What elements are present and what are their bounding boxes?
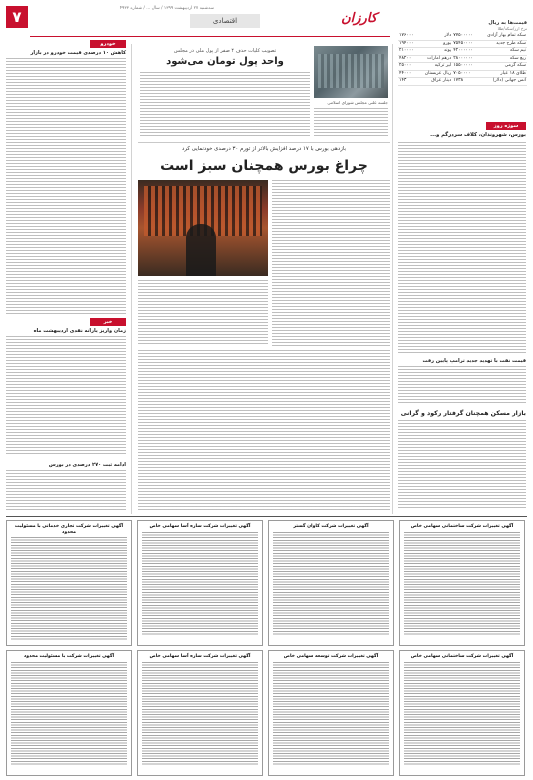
left-column-body1 xyxy=(6,58,126,314)
col-divider-left xyxy=(131,44,132,514)
left-column-tag2: خبر xyxy=(90,318,126,326)
right-column-head1: بورس، شهروندان، کلاف سردرگم و... xyxy=(430,132,526,138)
notice-body xyxy=(142,662,258,766)
top-story-kicker: تصویب کلیات حذف ۴ صفر از پول ملی در مجلس xyxy=(173,48,277,54)
left-column-body3 xyxy=(6,470,126,512)
rates-cell-cur: پوند xyxy=(418,48,452,56)
main-story-body3 xyxy=(138,350,390,512)
rates-cell-name: انس جهانی (دلار) xyxy=(478,78,527,86)
top-story-body xyxy=(140,72,310,138)
notice-title: آگهی تغییرات شرکت با مسئولیت محدود xyxy=(23,654,115,659)
notice-title: آگهی تغییرات شرکت سازه آسا سهامی خاص xyxy=(149,524,251,529)
rates-table xyxy=(398,33,527,86)
main-story-photo xyxy=(138,180,268,276)
top-story-headline: واحد پول تومان می‌شود xyxy=(166,56,284,67)
rates-cell-cur-value: ۴۴۰۰۰ xyxy=(398,70,418,78)
notice-title: آگهی تغییرات شرکت ساختمانی سهامی خاص xyxy=(410,654,514,659)
rates-row xyxy=(398,40,527,48)
rates-cell-cur-value: ۱۴۳ xyxy=(398,78,418,86)
notice-box xyxy=(137,650,263,776)
left-column-head1: کاهش ۱۰ درصدی قیمت خودرو در بازار xyxy=(30,50,126,56)
rates-cell-value: ۱۷۳۸ xyxy=(452,78,478,86)
publication-logo: کارزان xyxy=(341,11,377,26)
rates-cell-name: طلای ۱۸ عیار xyxy=(478,70,527,78)
notice-title: آگهی تغییرات شرکت سازه آسا سهامی خاص xyxy=(149,654,251,659)
rates-box xyxy=(398,20,527,108)
rates-cell-cur: ریال عربستان xyxy=(418,70,452,78)
rates-cell-value: ۴۲۰۰۰۰۰۰ xyxy=(452,48,478,56)
rates-row xyxy=(398,63,527,71)
main-story-kicker: بازدهی بورس با ۱۷ درصد افزایش بالاتر از تورم ۳۰ درصدی خودنمایی کرد xyxy=(182,146,346,152)
rates-cell-cur: لیر ترکیه xyxy=(418,63,452,71)
notice-title: آگهی تغییرات شرکت تجاری خدماتی با مسئولیت محدود xyxy=(14,524,124,535)
rates-cell-cur: دینار عراق xyxy=(418,78,452,86)
section-label: اقتصادی xyxy=(190,14,260,28)
rates-row xyxy=(398,78,527,86)
notice-body xyxy=(273,532,389,636)
right-column-tag: سوژه روز xyxy=(486,122,526,130)
issue-line: سه‌شنبه ۲۷ اردیبهشت ۱۳۹۹ / سال ... / شماره ۴۹۳۳ xyxy=(119,6,214,11)
top-story-caption: جلسه علنی مجلس شورای اسلامی xyxy=(327,100,388,105)
right-column-head2: قیمت نفت با تهدید جدید ترامپ پایین رفت xyxy=(422,358,526,364)
notice-box xyxy=(6,650,132,776)
top-story-photo xyxy=(314,46,388,98)
rates-cell-value: ۷۷۵۰۰۰۰۰ xyxy=(452,33,478,40)
notice-box xyxy=(137,520,263,646)
rates-cell-name: سکه طرح جدید xyxy=(478,40,527,48)
notice-box xyxy=(6,520,132,646)
notice-box xyxy=(399,650,525,776)
left-column-tag: خودرو xyxy=(90,40,126,48)
notices-rule xyxy=(6,516,527,517)
rates-cell-cur-value: ۲۵۰۰۰ xyxy=(398,63,418,71)
notice-body xyxy=(404,532,520,636)
top-story-body2 xyxy=(314,108,388,138)
notice-title: آگهی تغییرات شرکت کاوان گستر xyxy=(293,524,369,529)
masthead-rule xyxy=(30,36,390,37)
col-divider-right xyxy=(392,44,393,514)
rates-cell-name: نیم سکه xyxy=(478,48,527,56)
rates-cell-cur-value: ۱۹۴۰۰۰ xyxy=(398,40,418,48)
notice-title: آگهی تغییرات شرکت ساختمانی سهامی خاص xyxy=(410,524,514,529)
rates-cell-cur: درهم امارات xyxy=(418,55,452,63)
rates-title: قیمت‌ها به ریال xyxy=(488,20,527,26)
rates-cell-cur-value: ۴۸۲۰۰ xyxy=(398,55,418,63)
rates-row xyxy=(398,48,527,56)
right-column-head3: بازار مسکن همچنان گرفتار رکود و گرانی xyxy=(400,410,526,417)
rates-row xyxy=(398,55,527,63)
rates-cell-value: ۷۰۵۰۰۰۰ xyxy=(452,70,478,78)
notice-box xyxy=(399,520,525,646)
notice-body xyxy=(142,532,258,636)
rates-cell-cur: یورو xyxy=(418,40,452,48)
rates-cell-cur-value: ۲۱۰۰۰۰ xyxy=(398,48,418,56)
rates-row xyxy=(398,70,527,78)
main-story-body2 xyxy=(138,280,268,346)
rates-cell-name: سکه تمام بهار آزادی xyxy=(478,33,527,40)
notice-body xyxy=(11,537,127,641)
right-column-body3 xyxy=(398,420,526,510)
notice-box xyxy=(268,520,394,646)
rates-cell-name: سکه گرمی xyxy=(478,63,527,71)
top-story-rule xyxy=(138,142,390,143)
notice-title: آگهی تغییرات شرکت توسعه سهامی خاص xyxy=(283,654,379,659)
left-column-body2 xyxy=(6,336,126,456)
right-column-body2 xyxy=(398,366,526,404)
notice-body xyxy=(11,662,127,766)
notice-body xyxy=(404,662,520,766)
left-column-head2: زمان واریز یارانه نقدی اردیبهشت ماه xyxy=(33,328,126,334)
notice-body xyxy=(273,662,389,766)
right-column-body1 xyxy=(398,142,526,354)
rates-cell-cur-value: ۱۷۶۰۰۰ xyxy=(398,33,418,40)
rates-cell-value: ۷۵۴۵۰۰۰۰ xyxy=(452,40,478,48)
left-column-head3: ادامه ثبت ۲۷۰ درصدی در بورس xyxy=(48,462,126,468)
rates-subtitle: نرخ ارز/سکه/طلا xyxy=(497,26,527,31)
main-story-headline: چراغ بورس همچنان سبز است xyxy=(160,158,368,174)
main-story-body1 xyxy=(272,180,390,346)
rates-cell-value: ۱۵۵۰۰۰۰۰ xyxy=(452,63,478,71)
rates-cell-name: ربع سکه xyxy=(478,55,527,63)
rates-cell-value: ۲۸۰۰۰۰۰۰ xyxy=(452,55,478,63)
page-number: ۷ xyxy=(6,6,28,28)
rates-cell-cur: دلار xyxy=(418,33,452,40)
notice-box xyxy=(268,650,394,776)
rates-row xyxy=(398,33,527,40)
